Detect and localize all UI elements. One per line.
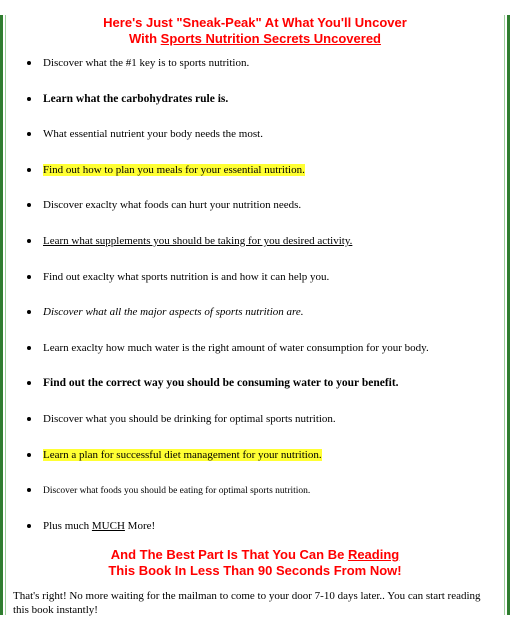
- last-item-suffix: More!: [124, 519, 156, 532]
- list-item-text: Learn what the carbohydrates rule is.: [43, 92, 229, 105]
- bullet-icon: [27, 453, 31, 457]
- last-item-prefix: Plus much: [43, 519, 92, 532]
- headline-line-2: [3, 31, 507, 47]
- list-item: [27, 270, 507, 284]
- list-item: [27, 163, 507, 177]
- list-item: [27, 305, 507, 319]
- bullet-icon: [27, 168, 31, 172]
- list-item-text: Discover exaclty what foods can hurt your nutrition needs.: [43, 199, 302, 212]
- list-item-text: Learn exaclty how much water is the right amount of water consumption for your body.: [43, 341, 429, 354]
- bullet-icon: [27, 275, 31, 279]
- bullet-icon: [27, 417, 31, 421]
- list-item-text: Find out how to plan you meals for your essential nutrition.: [43, 163, 305, 176]
- list-item: [27, 483, 507, 497]
- list-item-text: Learn what supplements you should be taking for you desired activity.: [43, 234, 353, 247]
- cta-line-1-prefix: And The Best Part Is That You Can Be: [110, 547, 348, 563]
- list-item: [27, 127, 507, 141]
- intro-paragraph: That's right! No more waiting for the mailman to come to your door 7-10 days later.. You can start reading this book instantly!: [13, 590, 481, 617]
- list-item: [27, 234, 507, 248]
- last-item-emphasis: MUCH: [91, 519, 125, 532]
- list-item: [27, 448, 507, 462]
- list-item: [27, 56, 507, 70]
- bullet-icon: [27, 310, 31, 314]
- bullet-icon: [27, 346, 31, 350]
- list-item-text: Learn a plan for successful diet management for your nutrition.: [43, 448, 322, 461]
- bullet-icon: [27, 203, 31, 207]
- feature-list: [3, 56, 507, 533]
- list-item-text: Discover what you should be drinking for optimal sports nutrition.: [43, 412, 336, 425]
- bullet-icon: [27, 132, 31, 136]
- bullet-icon: [27, 381, 31, 385]
- list-item-text: [43, 520, 155, 532]
- list-item-text: Find out exaclty what sports nutrition is and how it can help you.: [43, 270, 330, 283]
- list-item-text: Discover what the #1 key is to sports nutrition.: [43, 57, 250, 69]
- list-item: [27, 376, 507, 390]
- list-item: [27, 92, 507, 106]
- list-item-text: Discover what all the major aspects of sports nutrition are.: [43, 306, 304, 319]
- cta-line-2: This Book In Less Than 90 Seconds From Now!: [108, 563, 402, 579]
- bullet-icon: [27, 239, 31, 243]
- cta-headline: [3, 547, 507, 579]
- list-item-text: Discover what foods you should be eating for optimal sports nutrition.: [43, 486, 311, 497]
- headline-line-2-prefix: With: [129, 31, 161, 46]
- list-item-text: What essential nutrient your body needs the most.: [43, 128, 263, 141]
- list-item: [27, 519, 507, 533]
- headline-line-1: Here's Just "Sneak-Peak" At What You'll Uncover: [103, 15, 407, 30]
- list-item-text: Find out the correct way you should be consuming water to your benefit.: [43, 377, 399, 390]
- bullet-icon: [27, 61, 31, 65]
- cta-line-1: [3, 547, 507, 563]
- bullet-icon: [27, 488, 31, 492]
- list-item: [27, 198, 507, 212]
- sneak-peek-headline: [3, 15, 507, 47]
- list-item: [27, 412, 507, 426]
- list-item: [27, 341, 507, 355]
- page-frame: [0, 15, 510, 615]
- book-title-link[interactable]: Sports Nutrition Secrets Uncovered: [160, 31, 381, 46]
- bullet-icon: [27, 97, 31, 101]
- bullet-icon: [27, 524, 31, 528]
- reading-link[interactable]: Reading: [347, 547, 400, 563]
